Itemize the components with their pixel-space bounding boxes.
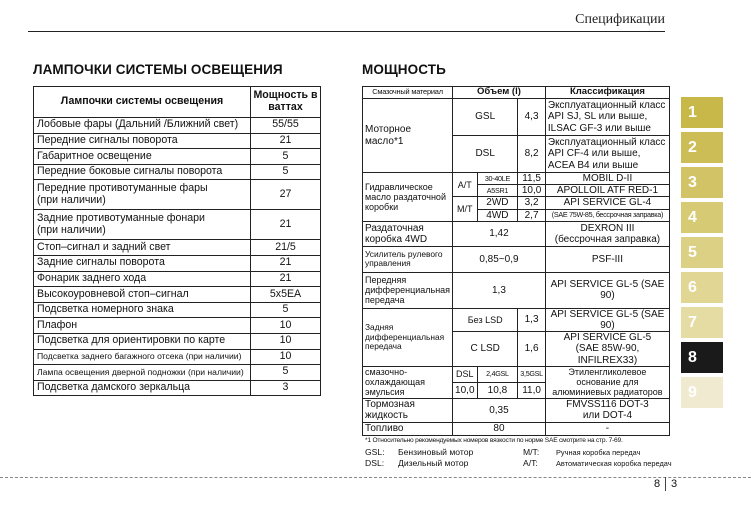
capacity-col-material: Смазочный материал bbox=[363, 87, 453, 99]
capacity-table bbox=[362, 86, 670, 436]
mt1-type: 2WD bbox=[477, 197, 518, 209]
transfer-label: Раздаточная коробка 4WD bbox=[363, 221, 453, 246]
footer-rule bbox=[0, 477, 751, 478]
capacity-col-class: Классификация bbox=[545, 87, 669, 99]
legend-abbr: DSL: bbox=[365, 458, 385, 468]
table-row bbox=[34, 118, 321, 134]
lamp-power: 5 bbox=[251, 149, 321, 165]
steering-class: PSF-III bbox=[545, 246, 669, 272]
lamps-header-row bbox=[34, 87, 321, 118]
lamp-power: 27 bbox=[251, 180, 321, 210]
page-separator bbox=[665, 477, 666, 491]
lamp-power: 21 bbox=[251, 210, 321, 240]
coolant-24: 2,4GSL bbox=[477, 366, 518, 382]
rear-no-lsd: Без LSD bbox=[453, 308, 518, 331]
lamp-name: Подсветка заднего багажного отсека (при наличии) bbox=[34, 349, 251, 365]
lamp-power: 5 bbox=[251, 164, 321, 180]
fuel-volume: 80 bbox=[453, 422, 546, 435]
table-row bbox=[34, 349, 321, 365]
legend-row-1 bbox=[365, 447, 641, 457]
chapter-tab[interactable]: 8 bbox=[681, 342, 723, 373]
mt2-type: 4WD bbox=[477, 209, 518, 221]
lamp-power: 21 bbox=[251, 133, 321, 149]
mt2-volume: 2,7 bbox=[518, 209, 546, 221]
brake-label: Тормозная жидкость bbox=[363, 398, 453, 422]
brake-class: FMVSS116 DOT-3 или DOT-4 bbox=[545, 398, 669, 422]
lamp-power: 3 bbox=[251, 380, 321, 396]
table-row bbox=[363, 99, 670, 136]
legend-text: Дизельный мотор bbox=[398, 458, 469, 468]
engine-gsl: GSL bbox=[453, 99, 518, 136]
table-row bbox=[34, 365, 321, 381]
table-row bbox=[34, 380, 321, 396]
lamp-name: Передние сигналы поворота bbox=[34, 133, 251, 149]
steering-label: Усилитель рулевого управления bbox=[363, 246, 453, 272]
capacity-header-row bbox=[363, 87, 670, 99]
transfer-class: DEXRON III (бессрочная заправка) bbox=[545, 221, 669, 246]
at2-type: A5SR1 bbox=[477, 185, 518, 197]
lamp-name: Передние боковые сигналы поворота bbox=[34, 164, 251, 180]
mt1-volume: 3,2 bbox=[518, 197, 546, 209]
table-row bbox=[363, 272, 670, 308]
lamp-name: Лампа освещения дверной подножки (при наличии) bbox=[34, 365, 251, 381]
capacity-col-volume: Объем (l) bbox=[453, 87, 546, 99]
coolant-35: 3,5GSL bbox=[518, 366, 546, 382]
lamp-power: 21 bbox=[251, 255, 321, 271]
table-row bbox=[34, 333, 321, 349]
coolant-label: смазочно-охлаждающая эмульсия bbox=[363, 366, 453, 398]
coolant-volume-1: 10,0 bbox=[453, 382, 477, 398]
engine-dsl: DSL bbox=[453, 136, 518, 173]
table-row bbox=[363, 173, 670, 185]
table-row bbox=[34, 302, 321, 318]
table-row bbox=[34, 164, 321, 180]
lamp-name: Габаритное освещение bbox=[34, 149, 251, 165]
lamp-power: 10 bbox=[251, 318, 321, 334]
front-diff-label: Передняя дифференциальная передача bbox=[363, 272, 453, 308]
engine-oil-label: Моторное масло*1 bbox=[363, 99, 453, 173]
table-row bbox=[363, 221, 670, 246]
transfer-volume: 1,42 bbox=[453, 221, 546, 246]
lamp-name: Передние противотуманные фары (при наличии) bbox=[34, 180, 251, 210]
lamp-power: 21 bbox=[251, 271, 321, 287]
legend-abbr: A/T: bbox=[523, 458, 538, 468]
mt-class-1: API SERVICE GL-4 bbox=[545, 197, 669, 209]
table-row bbox=[363, 398, 670, 422]
page-chapter: 8 bbox=[654, 478, 661, 490]
lamps-col-power: Мощность в ваттах bbox=[251, 87, 321, 118]
front-diff-class: API SERVICE GL-5 (SAE 90) bbox=[545, 272, 669, 308]
table-row bbox=[363, 422, 670, 435]
legend-text: Бензиновый мотор bbox=[398, 447, 474, 457]
at1-type: 30-40LE bbox=[477, 173, 518, 185]
chapter-tab[interactable]: 5 bbox=[681, 237, 723, 268]
engine-dsl-class: Эксплуатационный класс API CF-4 или выше, ACEA B4 или выше bbox=[545, 136, 669, 173]
table-row bbox=[34, 149, 321, 165]
table-row bbox=[34, 210, 321, 240]
lamp-name: Задние противотуманные фонари (при наличии) bbox=[34, 210, 251, 240]
header-title: Спецификации bbox=[575, 12, 665, 27]
lamp-name: Подсветка номерного знака bbox=[34, 302, 251, 318]
hydraulic-label: Гидравлическое масло раздаточной коробки bbox=[363, 173, 453, 222]
table-row bbox=[34, 287, 321, 303]
lamp-name: Задние сигналы поворота bbox=[34, 255, 251, 271]
lamp-name: Стоп–сигнал и задний свет bbox=[34, 240, 251, 256]
legend-abbr: GSL: bbox=[365, 447, 385, 457]
chapter-tab[interactable]: 4 bbox=[681, 202, 723, 233]
legend-abbr: M/T: bbox=[523, 447, 540, 457]
legend-text: Автоматическая коробка передач bbox=[556, 459, 672, 468]
coolant-dsl: DSL bbox=[453, 366, 477, 382]
lamp-power: 10 bbox=[251, 349, 321, 365]
engine-gsl-volume: 4,3 bbox=[518, 99, 546, 136]
lamp-power: 5x5EA bbox=[251, 287, 321, 303]
fuel-label: Топливо bbox=[363, 422, 453, 435]
mt-label: M/T bbox=[453, 197, 477, 221]
lamp-name: Подсветка для ориентировки по карте bbox=[34, 333, 251, 349]
brake-volume: 0,35 bbox=[453, 398, 546, 422]
engine-dsl-volume: 8,2 bbox=[518, 136, 546, 173]
coolant-class: Этиленгликолевое основание для алюминиевых радиаторов bbox=[545, 366, 669, 398]
table-row bbox=[34, 133, 321, 149]
lamps-table bbox=[33, 86, 321, 396]
table-row bbox=[34, 318, 321, 334]
chapter-tab[interactable]: 6 bbox=[681, 272, 723, 303]
rear-lsd-volume: 1,6 bbox=[518, 332, 546, 367]
chapter-tab[interactable]: 7 bbox=[681, 307, 723, 338]
header-rule bbox=[28, 31, 665, 32]
capacity-section-title: МОЩНОСТЬ bbox=[362, 62, 446, 77]
table-row bbox=[363, 308, 670, 331]
lamp-power: 21/5 bbox=[251, 240, 321, 256]
table-row bbox=[34, 240, 321, 256]
table-row bbox=[363, 366, 670, 382]
rear-no-lsd-class: API SERVICE GL-5 (SAE 90) bbox=[545, 308, 669, 331]
lamp-name: Плафон bbox=[34, 318, 251, 334]
table-row bbox=[34, 255, 321, 271]
rear-lsd: C LSD bbox=[453, 332, 518, 367]
lamps-body bbox=[34, 118, 321, 396]
lamps-col-name: Лампочки системы освещения bbox=[34, 87, 251, 118]
rear-diff-label: Задняя дифференциальная передача bbox=[363, 308, 453, 366]
chapter-tab[interactable]: 9 bbox=[681, 377, 723, 408]
at1-class: MOBIL D-II bbox=[545, 173, 669, 185]
lamp-name: Подсветка дамского зеркальца bbox=[34, 380, 251, 396]
fuel-class: - bbox=[545, 422, 669, 435]
at2-volume: 10,0 bbox=[518, 185, 546, 197]
table-row bbox=[34, 271, 321, 287]
lamp-power: 5 bbox=[251, 365, 321, 381]
chapter-tab[interactable]: 1 bbox=[681, 97, 723, 128]
lamp-name: Фонарик заднего хода bbox=[34, 271, 251, 287]
table-row bbox=[363, 246, 670, 272]
at2-class: APOLLOIL ATF RED-1 bbox=[545, 185, 669, 197]
steering-volume: 0,85~0,9 bbox=[453, 246, 546, 272]
lamps-section-title: ЛАМПОЧКИ СИСТЕМЫ ОСВЕЩЕНИЯ bbox=[33, 62, 283, 77]
rear-lsd-class: API SERVICE GL-5 (SAE 85W-90, INFILREX33) bbox=[545, 332, 669, 367]
at1-volume: 11,5 bbox=[518, 173, 546, 185]
footnote: *1 Относительно рекомендуемых номеров вязкости по норме SAE смотрите на стр. 7-69. bbox=[365, 437, 623, 444]
lamp-power: 5 bbox=[251, 302, 321, 318]
mt-class-2: (SAE 75W-85, бессрочная заправка) bbox=[545, 209, 669, 221]
page-number: 3 bbox=[671, 478, 678, 490]
legend-row-2 bbox=[365, 458, 672, 468]
legend-text: Ручная коробка передач bbox=[556, 448, 641, 457]
front-diff-volume: 1,3 bbox=[453, 272, 546, 308]
coolant-volume-3: 11,0 bbox=[518, 382, 546, 398]
chapter-tab[interactable]: 3 bbox=[681, 167, 723, 198]
lamp-name: Лобовые фары (Дальний /Ближний свет) bbox=[34, 118, 251, 134]
at-label: A/T bbox=[453, 173, 477, 197]
engine-gsl-class: Эксплуатационный класс API SJ, SL или выше, ILSAC GF-3 или выше bbox=[545, 99, 669, 136]
lamp-name: Высокоуровневой стоп–сигнал bbox=[34, 287, 251, 303]
lamp-power: 10 bbox=[251, 333, 321, 349]
rear-no-lsd-volume: 1,3 bbox=[518, 308, 546, 331]
lamp-power: 55/55 bbox=[251, 118, 321, 134]
coolant-volume-2: 10,8 bbox=[477, 382, 518, 398]
table-row bbox=[34, 180, 321, 210]
chapter-tab[interactable]: 2 bbox=[681, 132, 723, 163]
